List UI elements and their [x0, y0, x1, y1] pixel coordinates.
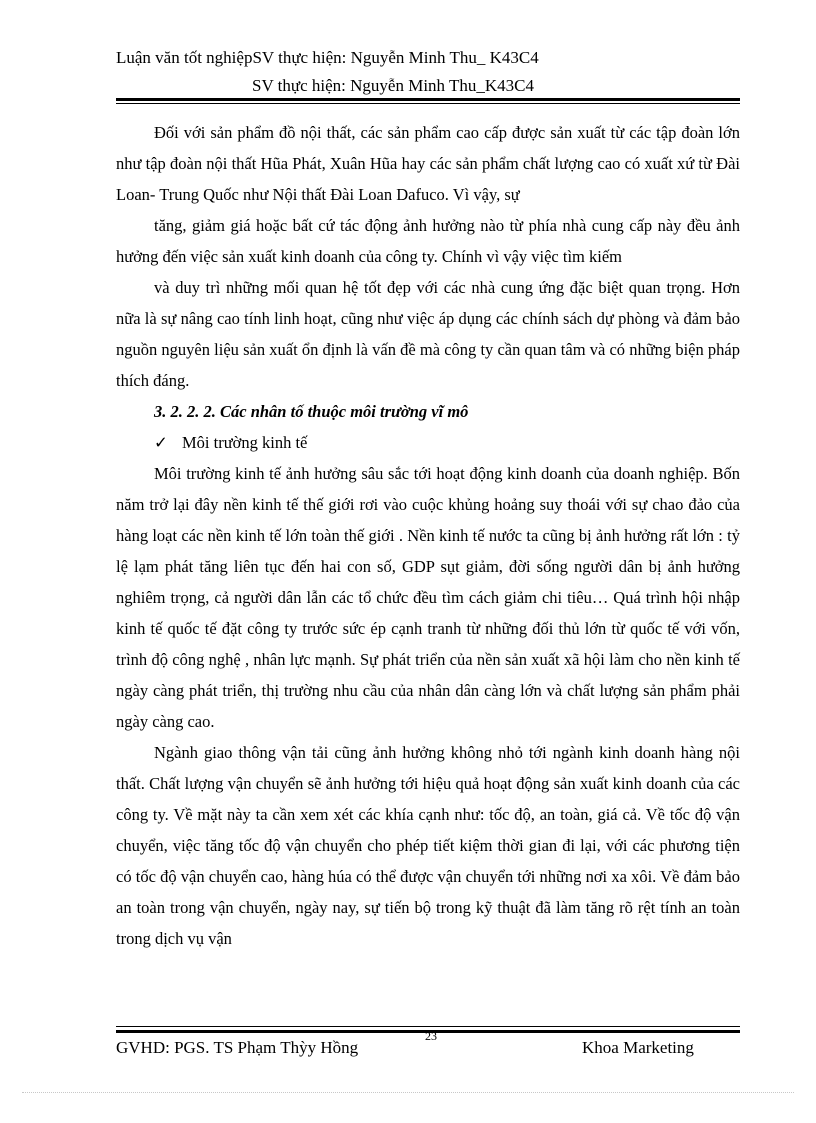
bullet-economic-environment — [116, 427, 740, 458]
paragraph-suppliers-2: tăng, giảm giá hoặc bất cứ tác động ảnh hưởng nào từ phía nhà cung cấp này đều ảnh hưởng đến việc sản xuất kinh doanh của công ty. Chính vì vậy việc tìm kiếm — [116, 216, 740, 266]
page-bottom-border — [22, 1092, 794, 1093]
header-rule-thin — [116, 103, 740, 104]
section-heading: 3. 2. 2. 2. Các nhân tố thuộc môi trường vĩ mô — [154, 402, 469, 421]
footer-advisor: GVHD: PGS. TS Phạm Thỳy Hồng — [116, 1038, 359, 1057]
header-author-line: SV thực hiện: Nguyễn Minh Thu_K43C4 — [252, 76, 535, 95]
document-body — [116, 117, 740, 954]
paragraph-transport: Ngành giao thông vận tải cũng ảnh hưởng không nhỏ tới ngành kinh doanh hàng nội thất. Chất lượng vận chuyển sẽ ảnh hưởng tới hiệu quả hoạt động sản xuất kinh doanh của các công ty. Về mặt này ta cần xem xét các khía cạnh như: tốc độ, an toàn, giá cả. Về tốc độ vận chuyển, việc tăng tốc độ vận chuyển cho phép tiết kiệm thời gian đi lại, với các phương tiện có tốc độ vận chuyển cao, hàng húa có thể được vận chuyển tới những nơi xa xôi. Về đảm bảo an toàn trong vận chuyển, ngày nay, sự tiến bộ trong kỹ thuật đã làm tăng rõ rệt tính an toàn trong dịch vụ vận — [116, 743, 740, 948]
header-title-line: Luận văn tốt nghiệpSV thực hiện: Nguyễn Minh Thu_ K43C4 — [116, 48, 539, 67]
footer-rule-thin — [116, 1026, 740, 1027]
paragraph-suppliers-1: Đối với sản phẩm đồ nội thất, các sản phẩm cao cấp được sản xuất từ các tập đoàn lớn như tập đoàn nội thất Hũa Phát, Xuân Hũa hay các sản phẩm chất lượng cao có xuất xứ từ Đài Loan- Trung Quốc như Nội thất Đài Loan Dafuco. Vì vậy, sự — [116, 123, 740, 204]
footer-department: Khoa Marketing — [582, 1038, 694, 1057]
paragraph-economy: Môi trường kinh tế ảnh hưởng sâu sắc tới hoạt động kinh doanh của doanh nghiệp. Bốn năm trở lại đây nền kinh tế thế giới rơi vào cuộc khủng hoảng suy thoái với sự chao đảo của hàng loạt các nền kinh tế lớn toàn thế giới . Nền kinh tế nước ta cũng bị ảnh hưởng rất lớn : tỷ lệ lạm phát tăng liên tục đến hai con số, GDP sụt giảm, đời sống người dân bị ảnh hưởng nghiêm trọng, cả người dân lẫn các tổ chức đều tìm cách giảm chi tiêu… Quá trình hội nhập kinh tế quốc tế đặt công ty trước sức ép cạnh tranh từ những đối thủ lớn từ quốc tế với vốn, trình độ công nghệ , nhân lực mạnh. Sự phát triển của nền sản xuất xã hội làm cho nền kinh tế ngày càng phát triển, thị trường nhu cầu của nhân dân càng lớn và chất lượng sản phẩm phải ngày càng cao. — [116, 464, 740, 731]
checkmark-icon: ✓ — [154, 433, 168, 452]
bullet-label: Môi trường kinh tế — [182, 433, 308, 452]
header-rule-thick — [116, 98, 740, 101]
page-number: 23 — [425, 1029, 437, 1043]
paragraph-suppliers-3: và duy trì những mối quan hệ tốt đẹp với các nhà cung ứng đặc biệt quan trọng. Hơn nữa là sự nâng cao tính linh hoạt, cũng như việc áp dụng các chính sách dự phòng và đảm bảo nguồn nguyên liệu sản xuất ổn định là vấn đề mà công ty cần quan tâm và có những biện pháp thích đáng. — [116, 278, 740, 390]
